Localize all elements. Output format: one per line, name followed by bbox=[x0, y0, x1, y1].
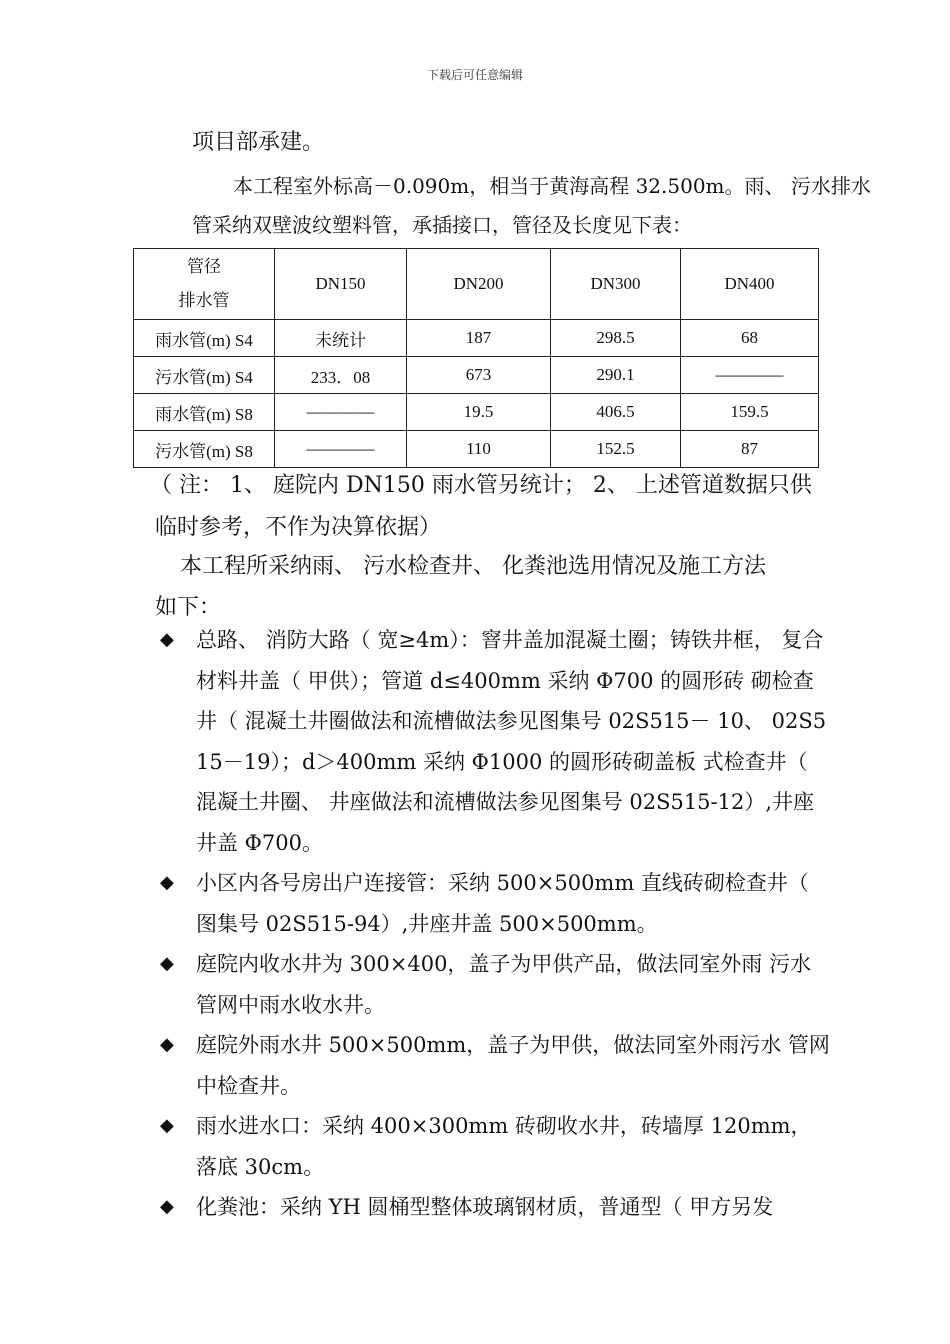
table-cell: 673 bbox=[407, 357, 551, 394]
column-header: DN200 bbox=[407, 249, 551, 320]
page-header: 下载后可任意编辑 bbox=[426, 68, 523, 82]
table-row bbox=[134, 431, 819, 468]
row-label: 雨水管(m) S8 bbox=[134, 394, 275, 431]
column-header: DN300 bbox=[551, 249, 681, 320]
list-item bbox=[160, 620, 830, 863]
table-cell: 152.5 bbox=[551, 431, 681, 468]
list-item-text: 总路、 消防大路（ 宽≥4m）：窨井盖加混凝土圈；铸铁井框， 复合材料井盖（ 甲供）；管道 d≤400mm 采纳 Φ700 的圆形砖 砌检查井（ 混凝土井圈做法和流槽做法参见图集号 02S515－ 10、 02S515－19）；d＞400mm 采纳 Φ1000 的圆形砖砌盖板 式检查井（ 混凝土井圈、 井座做法和流槽做法参见图集号 02S515-12）,井座井盖 Φ700。 bbox=[196, 628, 827, 855]
table-cell: 298.5 bbox=[551, 320, 681, 357]
diamond-bullet-icon: ◆ bbox=[160, 1034, 174, 1055]
table-cell: 290.1 bbox=[551, 357, 681, 394]
list-item-text: 庭院外雨水井 500×500mm，盖子为甲供，做法同室外雨污水 管网中检查井。 bbox=[196, 1033, 830, 1098]
corner-top-label: 管径 bbox=[187, 257, 221, 276]
list-item-text: 小区内各号房出户连接管：采纳 500×500mm 直线砖砌检查井（ 图集号 02S515-94）,井座井盖 500×500mm。 bbox=[196, 871, 809, 936]
diamond-bullet-icon: ◆ bbox=[160, 1115, 174, 1136]
table-cell: 406.5 bbox=[551, 394, 681, 431]
table-cell: 187 bbox=[407, 320, 551, 357]
table-header-row bbox=[134, 249, 819, 320]
corner-bottom-label: 排水管 bbox=[178, 291, 230, 310]
diamond-bullet-icon: ◆ bbox=[160, 872, 174, 893]
table-cell: 159.5 bbox=[681, 394, 819, 431]
pipe-table bbox=[133, 248, 819, 468]
diamond-bullet-icon: ◆ bbox=[160, 1196, 174, 1217]
bullet-list bbox=[160, 620, 830, 1228]
table-corner-cell bbox=[134, 249, 275, 320]
intro-line-1: 项目部承建。 bbox=[192, 130, 325, 155]
table-cell: ———— bbox=[681, 357, 819, 394]
note-line-2: 临时参考，不作为决算依据） bbox=[155, 515, 442, 540]
list-item bbox=[160, 1106, 830, 1187]
para-line-2: 如下： bbox=[155, 595, 222, 620]
list-item-text: 雨水进水口：采纳 400×300mm 砖砌收水井，砖墙厚 120mm， 落底 30cm。 bbox=[196, 1114, 812, 1179]
list-item-text: 庭院内收水井为 300×400，盖子为甲供产品，做法同室外雨 污水管网中雨水收水井。 bbox=[196, 952, 812, 1017]
table-cell: ———— bbox=[275, 431, 407, 468]
list-item bbox=[160, 1187, 830, 1228]
table-cell: ———— bbox=[275, 394, 407, 431]
table-row bbox=[134, 357, 819, 394]
table-cell: 19.5 bbox=[407, 394, 551, 431]
row-label: 污水管(m) S4 bbox=[134, 357, 275, 394]
row-label: 雨水管(m) S4 bbox=[134, 320, 275, 357]
row-label: 污水管(m) S8 bbox=[134, 431, 275, 468]
table-cell: 110 bbox=[407, 431, 551, 468]
table-row bbox=[134, 320, 819, 357]
para-line-1: 本工程所采纳雨、 污水检查井、 化粪池选用情况及施工方法 bbox=[180, 554, 766, 579]
table-cell: 87 bbox=[681, 431, 819, 468]
note-line-1: （ 注： 1、 庭院内 DN150 雨水管另统计； 2、 上述管道数据只供 bbox=[150, 473, 812, 498]
list-item bbox=[160, 863, 830, 944]
diamond-bullet-icon: ◆ bbox=[160, 629, 174, 650]
list-item bbox=[160, 944, 830, 1025]
diamond-bullet-icon: ◆ bbox=[160, 953, 174, 974]
table-cell: 233．08 bbox=[275, 357, 407, 394]
column-header: DN150 bbox=[275, 249, 407, 320]
table-cell: 68 bbox=[681, 320, 819, 357]
table-row bbox=[134, 394, 819, 431]
list-item-text: 化粪池：采纳 YH 圆桶型整体玻璃钢材质，普通型（ 甲方另发 bbox=[196, 1195, 774, 1219]
intro-line-3: 管采纳双壁波纹塑料管，承插接口，管径及长度见下表： bbox=[192, 213, 692, 237]
column-header: DN400 bbox=[681, 249, 819, 320]
intro-line-2: 本工程室外标高－0.090m，相当于黄海高程 32.500m。雨、 污水排水 bbox=[233, 174, 871, 198]
list-item bbox=[160, 1025, 830, 1106]
table-cell: 未统计 bbox=[275, 320, 407, 357]
